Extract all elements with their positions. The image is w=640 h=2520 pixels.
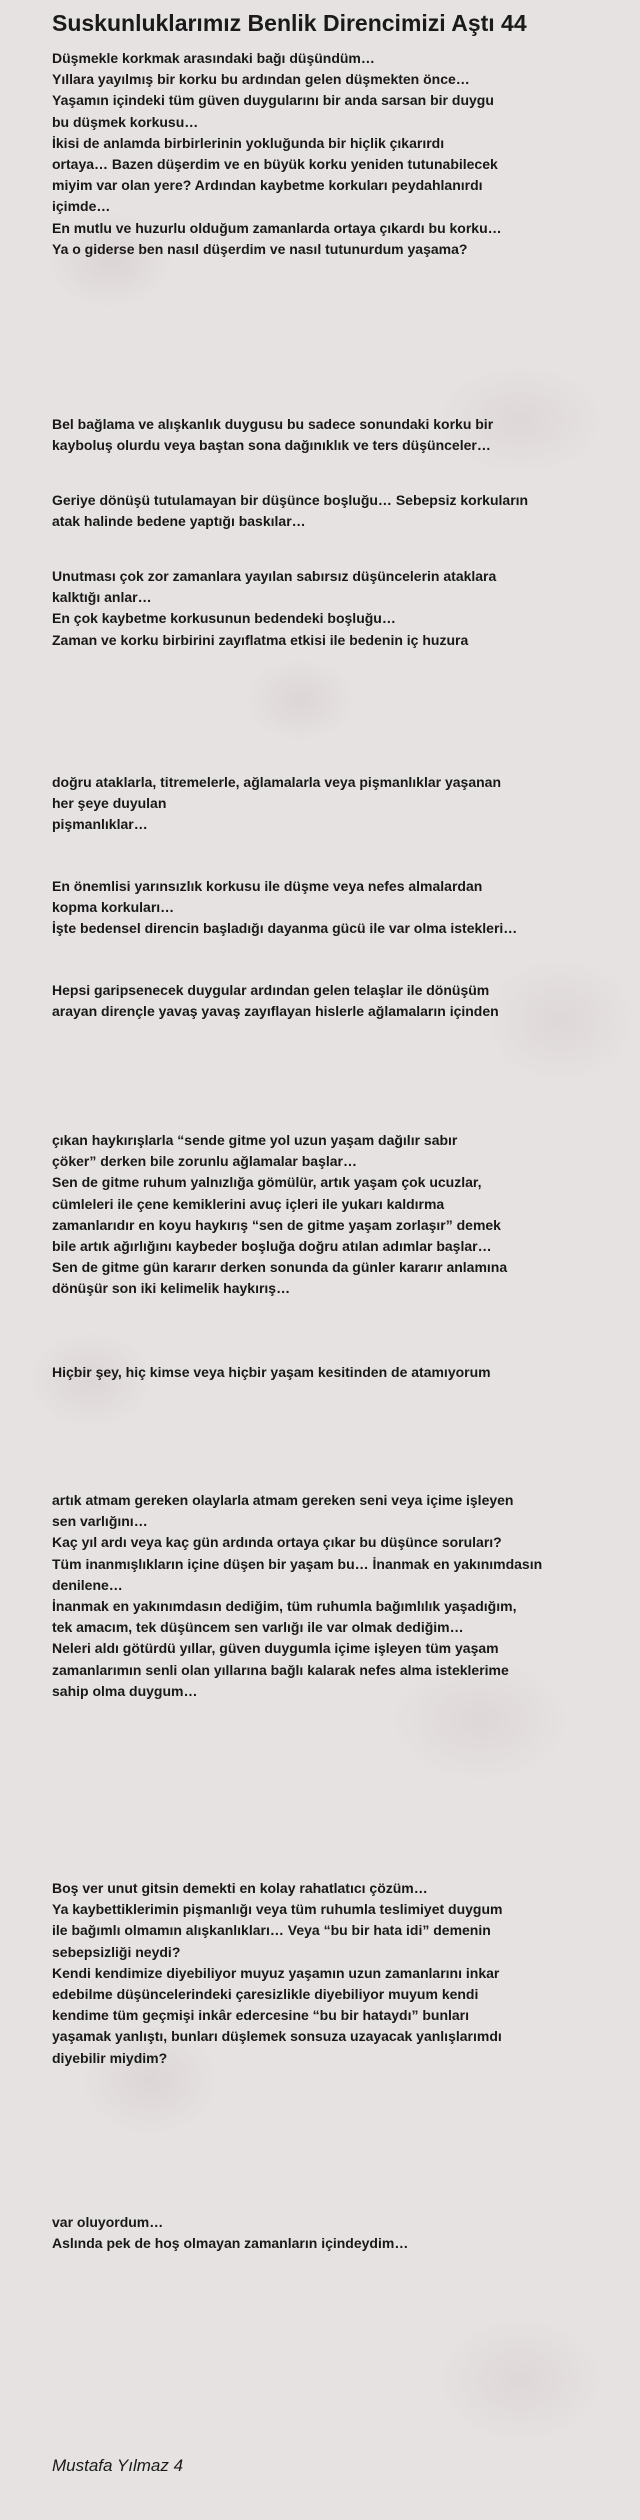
poem-line: Bel bağlama ve alışkanlık duygusu bu sadece sonundaki korku bir xyxy=(52,416,494,432)
poem-line: var oluyordum… xyxy=(52,2214,164,2230)
stanza xyxy=(52,1362,622,1383)
poem-line: Geriye dönüşü tutulamayan bir düşünce boşluğu… Sebepsiz korkuların xyxy=(52,492,529,508)
poem-line: kopma korkuları… xyxy=(52,899,175,916)
poem-line: En mutlu ve huzurlu olduğum zamanlarda ortaya çıkardı bu korku… xyxy=(52,219,502,236)
poem-line: çıkan haykırışlarla “sende gitme yol uzun yaşam dağılır sabır xyxy=(52,1132,458,1148)
poem-line: cümleleri ile çene kemiklerini avuç içleri ile yukarı kaldırma xyxy=(52,1195,445,1212)
poem-line: En önemlisi yarınsızlık korkusu ile düşme veya nefes almalardan xyxy=(52,878,483,894)
poem-line: ortaya… Bazen düşerdim ve en büyük korku yeniden tutunabilecek xyxy=(52,156,498,173)
poem-line: dönüşür son iki kelimelik haykırış… xyxy=(52,1280,291,1297)
poem-line: denilene… xyxy=(52,1576,123,1593)
poem-line: Yaşamın içindeki tüm güven duygularını bir anda sarsan bir duygu xyxy=(52,92,494,109)
poem-line: kayboluş olurdu veya baştan sona dağınıklık ve ters düşünceler… xyxy=(52,437,491,454)
poem-line: miyim var olan yere? Ardından kaybetme korkuları peydahlanırdı xyxy=(52,177,483,194)
poem-line: doğru ataklarla, titremelerle, ağlamalarla veya pişmanlıklar yaşanan xyxy=(52,774,502,790)
stanza xyxy=(52,414,622,456)
poem-line: bile artık ağırlığını kaybeder boşluğa doğru atılan adımlar başlar… xyxy=(52,1238,492,1255)
poem-line: diyebilir miydim? xyxy=(52,2049,168,2066)
poem-line: Neleri aldı götürdü yıllar, güven duygumla içime işleyen tüm yaşam xyxy=(52,1640,499,1657)
poem-line: edebilme düşüncelerindeki çaresizlikle diyebiliyor muyum kendi xyxy=(52,1986,479,2003)
poem-line: kendime tüm geçmişi inkâr edercesine “bu bir hataydı” bunları xyxy=(52,2007,470,2024)
poem-line: Kendi kendimize diyebiliyor muyuz yaşamın uzun zamanlarını inkar xyxy=(52,1964,500,1981)
poem-line: Sen de gitme ruhum yalnızlığa gömülür, artık yaşam çok ucuzlar, xyxy=(52,1174,482,1191)
poem-line: artık atmam gereken olaylarla atmam gereken seni veya içime işleyen xyxy=(52,1492,514,1508)
poem-line: tek amacım, tek düşüncem sen varlığı ile var olmak dediğim… xyxy=(52,1619,464,1636)
stanza xyxy=(52,2212,622,2254)
poem-line: Aslında pek de hoş olmayan zamanların içindeydim… xyxy=(52,2235,409,2252)
poem-line: İşte bedensel direncin başladığı dayanma gücü ile var olma istekleri… xyxy=(52,920,518,937)
poem-line: Düşmekle korkmak arasındaki bağı düşündüm… xyxy=(52,50,375,66)
author-signature: Mustafa Yılmaz 4 xyxy=(52,2456,184,2475)
poem-line: En çok kaybetme korkusunun bedendeki boşluğu… xyxy=(52,610,396,627)
stanza xyxy=(52,772,622,836)
poem-line: içimde… xyxy=(52,198,111,215)
poem-line: Hiçbir şey, hiç kimse veya hiçbir yaşam kesitinden de atamıyorum xyxy=(52,1364,491,1380)
poem-line: zamanlarımın senli olan yıllarına bağlı kalarak nefes alma isteklerime xyxy=(52,1661,509,1678)
poem-line: İkisi de anlamda birbirlerinin yokluğunda bir hiçlik çıkarırdı xyxy=(52,134,445,151)
stanza xyxy=(52,1130,622,1300)
poem-line: atak halinde bedene yaptığı baskılar… xyxy=(52,513,306,530)
poem-line: Kaç yıl ardı veya kaç gün ardında ortaya çıkar bu düşünce soruları? xyxy=(52,1534,502,1551)
poem-line: bu düşmek korkusu… xyxy=(52,113,199,130)
poem-line: arayan dirençle yavaş yavaş zayıflayan hislerle ağlamaların içinden xyxy=(52,1003,499,1020)
poem-line: kalktığı anlar… xyxy=(52,589,152,606)
poem-line: ile bağımlı olmamın alışkanlıkları… Veya “bu bir hata idi” demenin xyxy=(52,1922,491,1939)
poem-line: Yıllara yayılmış bir korku bu ardından gelen düşmekten önce… xyxy=(52,71,470,88)
stanza xyxy=(52,876,622,940)
poem-line: Ya o giderse ben nasıl düşerdim ve nasıl tutunurdum yaşama? xyxy=(52,240,468,257)
poem-line: İnanmak en yakınımdasın dediğim, tüm ruhumla bağımlılık yaşadığım, xyxy=(52,1598,517,1615)
stanza xyxy=(52,1490,622,1702)
page-title: Suskunluklarımız Benlik Direncimizi Aştı 44 xyxy=(52,10,527,36)
poem-line: sebepsizliği neydi? xyxy=(52,1943,181,1960)
poem-line: zamanlarıdır en koyu haykırış “sen de gitme yaşam zorlaşır” demek xyxy=(52,1216,501,1233)
poem-line: sen varlığını… xyxy=(52,1513,148,1530)
poem-line: Sen de gitme gün kararır derken sonunda da günler kararır anlamına xyxy=(52,1259,508,1276)
poem-line: Unutması çok zor zamanlara yayılan sabırsız düşüncelerin ataklara xyxy=(52,568,497,584)
poem-line: yaşamak yanlıştı, bunları düşlemek sonsuza uzayacak yanlışlarımdı xyxy=(52,2028,502,2045)
poem-line: her şeye duyulan xyxy=(52,795,167,812)
poem-line: Ya kaybettiklerimin pişmanlığı veya tüm ruhumla teslimiyet duygum xyxy=(52,1901,503,1918)
stanza xyxy=(52,490,622,532)
poem-line: Boş ver unut gitsin demekti en kolay rahatlatıcı çözüm… xyxy=(52,1880,428,1896)
poem-line: Tüm inanmışlıkların içine düşen bir yaşam bu… İnanmak en yakınımdasın xyxy=(52,1555,543,1572)
poem-line: Zaman ve korku birbirini zayıflatma etkisi ile bedenin iç huzura xyxy=(52,631,469,648)
stanza xyxy=(52,566,622,651)
stanza xyxy=(52,980,622,1022)
poem-line: pişmanlıklar… xyxy=(52,816,148,833)
stanza xyxy=(52,48,622,260)
poem-line: Hepsi garipsenecek duygular ardından gelen telaşlar ile dönüşüm xyxy=(52,982,490,998)
stanza xyxy=(52,1878,622,2069)
poem-line: sahip olma duygum… xyxy=(52,1682,198,1699)
poem-line: çöker” derken bile zorunlu ağlamalar başlar… xyxy=(52,1153,357,1170)
